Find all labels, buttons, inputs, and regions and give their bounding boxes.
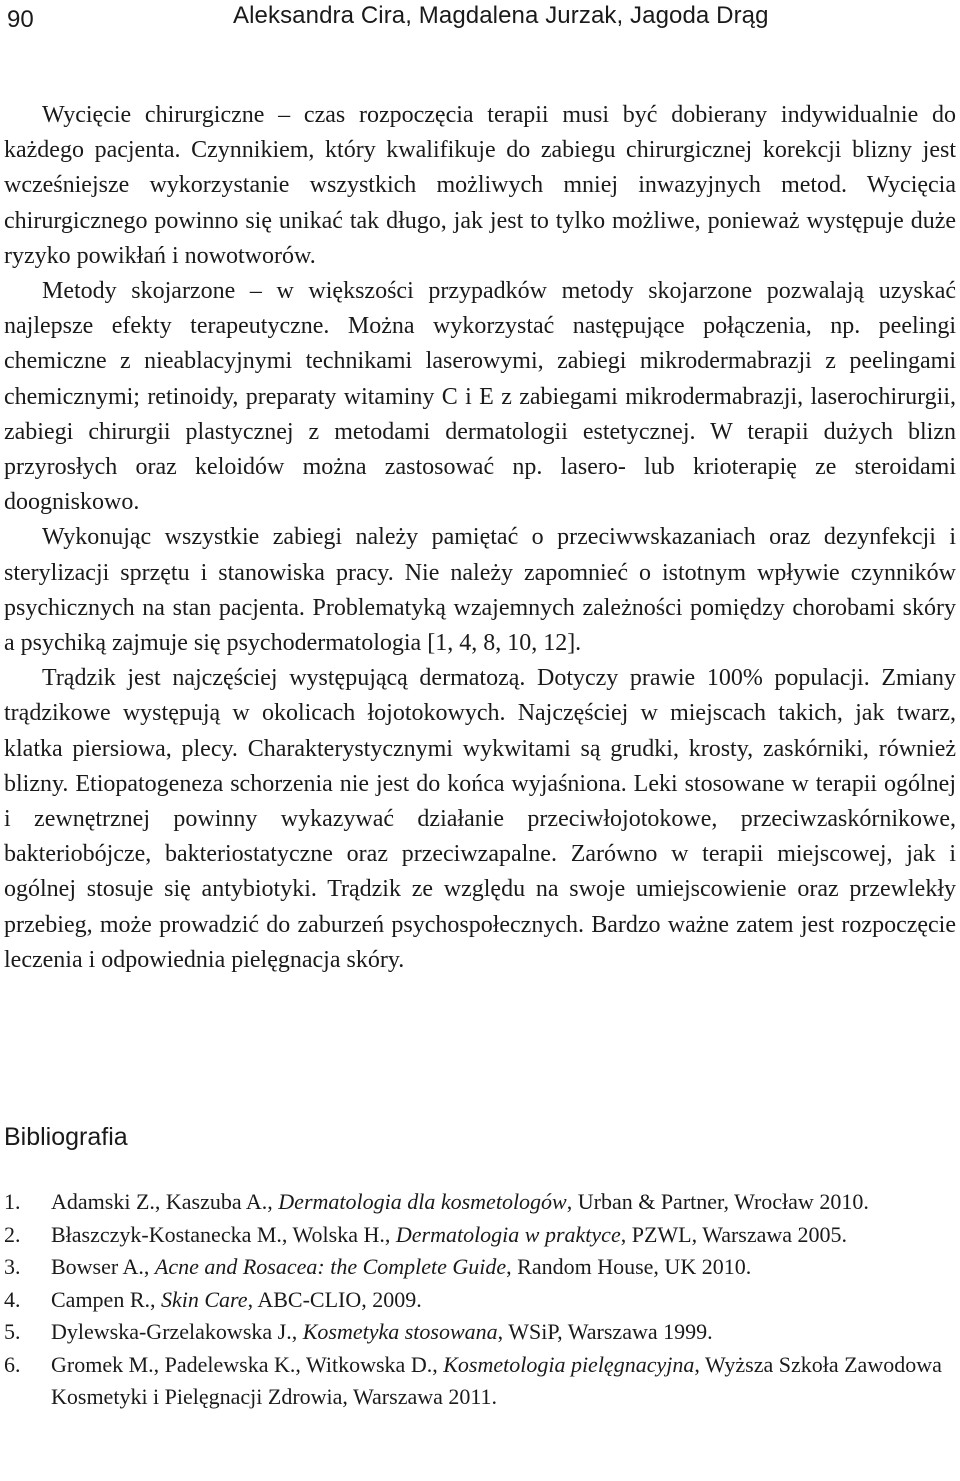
- paragraph-combined-methods: Metody skojarzone – w większości przypadków metody skojarzone pozwalają uzyskać najlepsze efekty terapeutyczne. Można wykorzystać następujące połączenia, np. peelingi chemiczne z nieablacyjnymi technikami laserowymi, zabiegi mikrodermabrazji z peelingami chemicznymi; retinoidy, preparaty witaminy C i E z zabiegami mikrodermabrazji, laserochirurgii, zabiegi chirurgii plastycznej z metodami dermatologii estetycznej. W terapii dużych blizn przyrosłych oraz keloidów można zastosować np. lasero- lub krioterapię ze steroidami doogniskowo.: [4, 278, 956, 516]
- paragraph-surgical-excision: Wycięcie chirurgiczne – czas rozpoczęcia terapii musi być dobierany indywidualnie do każdego pacjenta. Czynnikiem, który kwalifikuje do zabiegu chirurgicznej korekcji blizny jest wcześniejsze wykorzystanie wszystkich możliwych mniej inwazyjnych metod. Wycięcia chirurgicznego powinno się unikać tak długo, jak jest to tylko możliwe, ponieważ występuje duże ryzyko powikłań i nowotworów.: [4, 102, 956, 269]
- bibliography-item-publisher: , Wyższa Szkoła Zawodowa Kosmetyki i Pielęgnacji Zdrowia, Warszawa 2011.: [51, 1351, 942, 1409]
- bibliography-item: [4, 1316, 956, 1349]
- bibliography-item-number: 6.: [4, 1351, 21, 1377]
- paragraph-contraindications: Wykonując wszystkie zabiegi należy pamiętać o przeciwwskazaniach oraz dezynfekcji i sterylizacji sprzętu i stanowiska pracy. Nie należy zapomnieć o istotnym wpływie czynników psychicznych na stan pacjenta. Problematyką wzajemnych zależności pomiędzy chorobami skóry a psychiką zajmuje się psychodermatologia [1, 4, 8, 10, 12].: [4, 524, 956, 657]
- bibliography-item-number: 2.: [4, 1221, 21, 1247]
- bibliography-item: [4, 1349, 956, 1414]
- bibliography-item-authors: Dylewska-Grzelakowska J.,: [51, 1319, 303, 1344]
- bibliography-item: [4, 1251, 956, 1284]
- bibliography-heading: Bibliografia: [4, 1123, 128, 1151]
- bibliography-item-number: 1.: [4, 1189, 21, 1214]
- page-number: 90: [7, 6, 34, 33]
- bibliography-item-publisher: , PZWL, Warszawa 2005.: [620, 1221, 848, 1247]
- bibliography-item: [4, 1186, 956, 1219]
- paragraph-acne: Trądzik jest najczęściej występującą dermatozą. Dotyczy prawie 100% populacji. Zmiany trądzikowe występują w okolicach łojotokowych. Najczęściej w miejscach takich, jak twarz, klatka piersiowa, plecy. Charakterystycznymi wykwitami są grudki, krosty, zaskórniki, również blizny. Etiopatogeneza schorzenia nie jest do końca wyjaśniona. Leki stosowane w terapii ogólnej i zewnętrznej powinny wykazywać działanie przeciwłojotokowe, przeciwzaskórnikowe, bakteriobójcze, bakteriostatyczne oraz przeciwzapalne. Zarówno w terapii miejscowej, jak i ogólnej stosuje się antybiotyki. Trądzik ze względu na swoje umiejscowienie oraz przewlekły przebieg, może prowadzić do zaburzeń psychospołecznych. Bardzo ważne zatem jest rozpoczęcie leczenia i odpowiednia pielęgnacja skóry.: [4, 665, 956, 973]
- bibliography-item-title: Acne and Rosacea: the Complete Guide: [154, 1254, 507, 1279]
- bibliography-item-title: Dermatologia dla kosmetologów: [278, 1189, 567, 1214]
- bibliography-item-publisher: , ABC-CLIO, 2009.: [247, 1286, 422, 1312]
- bibliography-item-authors: Błaszczyk-Kostanecka M., Wolska H.,: [51, 1221, 396, 1247]
- bibliography-item-publisher: , WSiP, Warszawa 1999.: [497, 1319, 713, 1344]
- bibliography-item-title: Skin Care: [161, 1286, 248, 1312]
- bibliography-item-authors: Campen R.,: [51, 1286, 161, 1312]
- bibliography-item-title: Kosmetyka stosowana: [302, 1319, 498, 1344]
- bibliography-item: [4, 1284, 956, 1317]
- running-head-authors: Aleksandra Cira, Magdalena Jurzak, Jagoda Drąg: [233, 2, 769, 29]
- bibliography-item-number: 5.: [4, 1319, 21, 1344]
- bibliography-item-authors: Gromek M., Padelewska K., Witkowska D.,: [51, 1351, 444, 1377]
- page-header: [0, 0, 960, 40]
- bibliography-item-title: Kosmetologia pielęgnacyjna: [443, 1351, 695, 1377]
- bibliography-item-publisher: , Random House, UK 2010.: [506, 1254, 752, 1279]
- bibliography-item-authors: Adamski Z., Kaszuba A.,: [51, 1189, 279, 1214]
- bibliography-item-authors: Bowser A.,: [51, 1254, 155, 1279]
- bibliography-item-publisher: , Urban & Partner, Wrocław 2010.: [566, 1189, 869, 1214]
- body-text: [4, 98, 956, 978]
- bibliography-list: [4, 1186, 956, 1414]
- bibliography-item-title: Dermatologia w praktyce: [395, 1221, 621, 1247]
- bibliography-item-number: 4.: [4, 1286, 21, 1312]
- bibliography-item: [4, 1219, 956, 1252]
- bibliography-item-number: 3.: [4, 1254, 21, 1279]
